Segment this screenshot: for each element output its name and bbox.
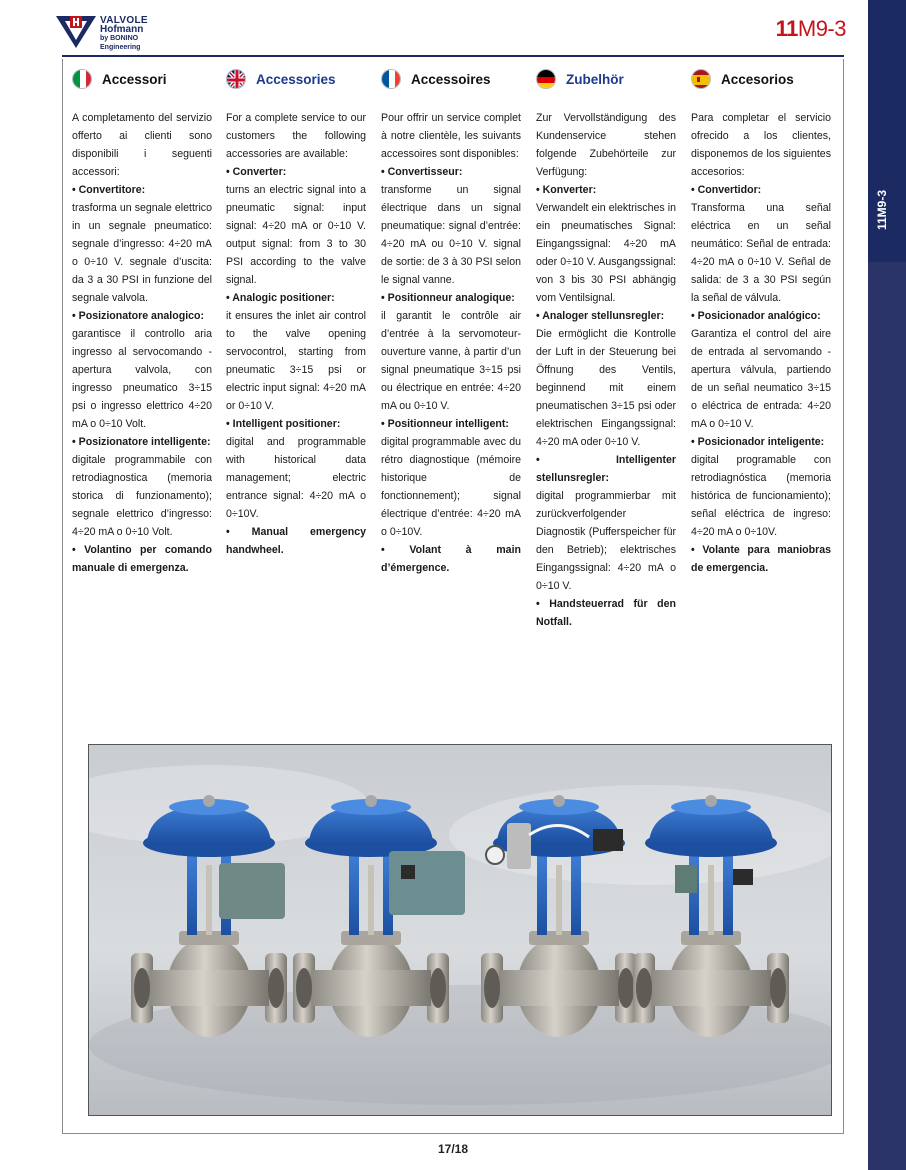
column-german (536, 66, 676, 631)
item-label: • Positionneur intelligent: (381, 418, 509, 430)
item-label: • Convertitore: (72, 184, 146, 196)
logo-mark-icon (56, 14, 96, 50)
item-label: • Positionneur analogique: (381, 292, 515, 304)
company-logo (56, 14, 166, 52)
item-label: • Posizionatore intelligente: (72, 436, 211, 448)
control-valves-photo (88, 744, 832, 1116)
column-body (72, 109, 212, 577)
page-number: 17/18 (437, 1142, 469, 1156)
logo-line-2: Hofmann (100, 24, 144, 35)
column-spanish (691, 66, 831, 577)
logo-line-3: by BONINO (100, 35, 139, 42)
french-flag-icon (381, 69, 401, 89)
item-label: • Posicionador inteligente: (691, 436, 825, 448)
item-text: turns an electric signal into a pneumatic signal: input signal: 4÷20 mA or 0÷10 V. output signal: from 3 to 30 PSI according to the valve signal. (226, 184, 366, 286)
item-label: • Konverter: (536, 184, 597, 196)
column-body (381, 109, 521, 577)
item-label: • Volantino per comando manuale di emergenza. (72, 544, 212, 574)
logo-line-4: Engineering (100, 44, 141, 51)
item-text: digital programmable avec du rétro diagnostique (mémoire historique de fonctionnement); signal électrique d’entrée: 4÷20 mA o 0÷10V. (381, 436, 521, 538)
intro-text: Para completar el servicio ofrecido a los clientes, disponemos de los siguientes accesorios: (691, 112, 831, 178)
uk-flag-icon (226, 69, 246, 89)
intro-text: A completamento del servizio offerto ai clienti sono disponibili i seguenti accessori: (72, 112, 212, 178)
side-tab-text: 11M9-3 (875, 189, 889, 230)
column-body (226, 109, 366, 559)
intro-text: For a complete service to our customers the following accessories are available: (226, 112, 366, 160)
item-label: • Convertisseur: (381, 166, 463, 178)
item-text: Die ermöglicht die Kontrolle der Luft in der Steuerung bei Öffnung des Ventils, beginnend mit einem pneumatischen 3÷15 psi oder elektrischen Eingangssignal: 4÷20 mA oder 0÷10 V. (536, 328, 676, 448)
item-label: • Intelligent positioner: (226, 418, 341, 430)
side-strip (868, 262, 906, 1170)
item-text: Verwandelt ein elektrisches in ein pneumatisches Signal: Eingangssignal: 4÷20 mA oder 0÷10 V. Ausgangssignal: von 3 bis 30 PSI abhängig vom Ventilsignal. (536, 202, 676, 304)
side-tab-label (875, 185, 899, 245)
header-rule (62, 55, 844, 57)
document-code-bold: 11 (775, 16, 798, 41)
item-label: • Volante para maniobras de emergencia. (691, 544, 831, 574)
item-text: digitale programmabile con retrodiagnostica (memoria storica di funzionamento); segnale elettrico d’ingresso: 4÷20 mA o 0÷10 Volt. (72, 454, 212, 538)
item-text: il garantit le contrôle air d’entrée à la servomoteur-ouverture vanne, à partir d’un signal pneumatique 3÷15 psi ou électrique en entrée: 4÷20 mA ou 0÷10 V. (381, 310, 521, 412)
column-title: Accessories (256, 71, 336, 87)
column-body (536, 109, 676, 631)
item-label: • Posizionatore analogico: (72, 310, 205, 322)
german-flag-icon (536, 69, 556, 89)
column-french (381, 66, 521, 577)
item-text: trasforma un segnale elettrico in un segnale pneumatico: segnale d’ingresso: 4÷20 mA o 0÷10 V. segnale d’uscita: da 3 a 30 PSI in funzione del segnale valvola. (72, 202, 212, 304)
spanish-flag-icon (691, 69, 711, 89)
item-text: transforme un signal électrique dans un signal pneumatique: signal d’entrée: 4÷20 mA ou 0÷10 V. signal de sortie: de 3 à 30 PSI selon le signal vanne. (381, 184, 521, 286)
italian-flag-icon (72, 69, 92, 89)
item-label: • Posicionador analógico: (691, 310, 821, 322)
column-title: Accessori (102, 71, 167, 87)
item-text: garantisce il controllo aria ingresso al servocomando - apertura valvola, con ingresso pneumatico 3÷15 psi o ingresso elettrico 4÷20 mA o 0÷10 Volt. (72, 328, 212, 430)
document-code-rest: M9-3 (797, 16, 846, 41)
item-label: • Volant à main d’émergence. (381, 544, 521, 574)
column-title: Accesorios (721, 71, 794, 87)
item-text: digital programmierbar mit zurückverfolgender Diagnostik (Pufferspeicher für den Betrieb); elektrisches Eingangssignal: 4÷20 mA o 0÷10 V. (536, 490, 676, 592)
item-label: • Converter: (226, 166, 287, 178)
item-text: digital programable con retrodiagnóstica (memoria histórica de funcionamiento); señal eléctrica de ingreso: 4÷20 mA o 0÷10V. (691, 454, 831, 538)
item-label: • Intelligenter stellunsregler: (536, 454, 676, 484)
item-label: • Analoger stellunsregler: (536, 310, 665, 322)
item-text: it ensures the inlet air control to the valve opening servocontrol, starting from pneumatic 3÷15 psi or electric input signal: 4÷20 mA or 0÷10 V. (226, 310, 366, 412)
intro-text: Pour offrir un service complet à notre clientèle, les suivants accessoires sont disponibles: (381, 112, 521, 160)
item-label: • Convertidor: (691, 184, 762, 196)
item-text: Garantiza el control del aire de entrada al servomando - apertura válvula, partiendo de un señal neumatico 3÷15 o eléctrica de entrada: 4÷20 mA o 0÷10 V. (691, 328, 831, 430)
column-english (226, 66, 366, 559)
item-label: • Analogic positioner: (226, 292, 335, 304)
intro-text: Zur Vervollständigung des Kundenservice stehen folgende Zubehörteile zur Verfügung: (536, 112, 676, 178)
document-code (776, 16, 846, 42)
item-text: digital and programmable with historical data management; electric entrance signal: 4÷20 mA o 0÷10V. (226, 436, 366, 520)
column-title: Zubelhör (566, 71, 624, 87)
column-body (691, 109, 831, 577)
item-label: • Manual emergency handwheel. (226, 526, 366, 556)
column-title: Accessoires (411, 71, 491, 87)
logo-line-1: VALVOLE (100, 15, 148, 26)
item-label: • Handsteuerrad für den Notfall. (536, 598, 676, 628)
item-text: Transforma una señal eléctrica en un señal neumático: Señal de entrada: 4÷20 mA o 0÷10 V. Señal de salida: de 3 a 30 PSI según la señal de válvula. (691, 202, 831, 304)
column-italian (72, 66, 212, 577)
